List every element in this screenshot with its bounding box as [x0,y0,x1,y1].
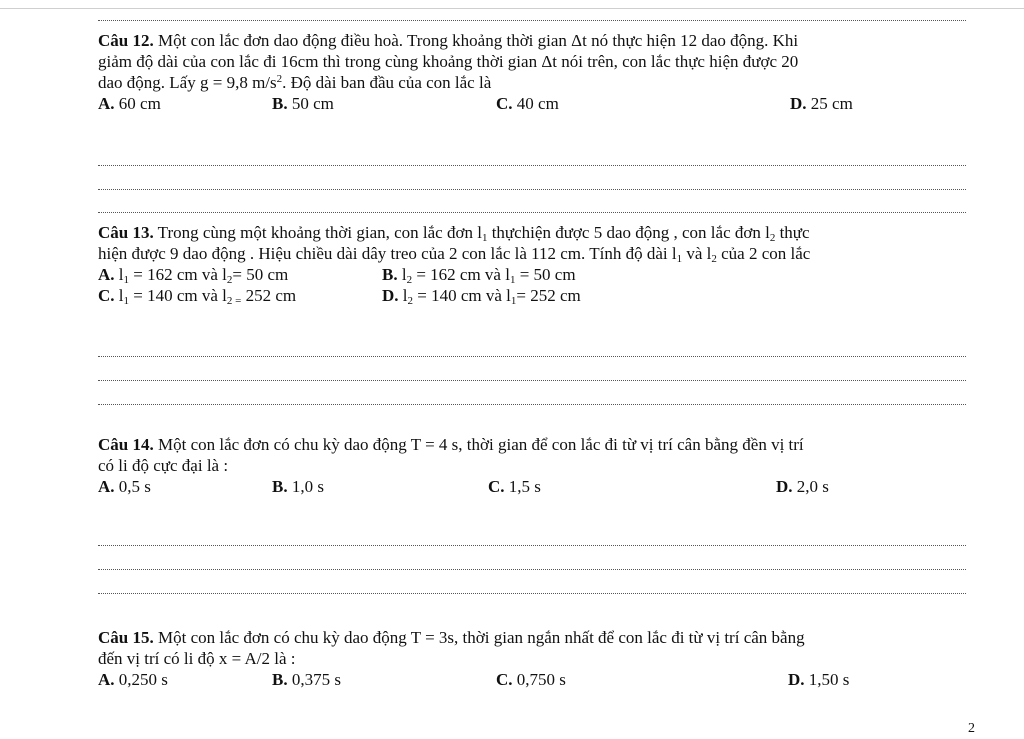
question-15-text-1: Một con lắc đơn có chu kỳ dao động T = 3s, thời gian ngắn nhất để con lắc đi từ vị trí cân bằng [153,628,805,647]
subscript: 1 [510,295,517,307]
answer-dotted-line [98,569,966,570]
option-letter: D. [382,286,399,305]
option-letter: A. [98,670,115,689]
question-13-text: thực [775,223,810,242]
option-text: = 140 cm và l [413,286,511,305]
question-13-options-row-1 [98,264,983,285]
question-13-text: của 2 con lắc [716,244,811,263]
option-letter: A. [98,477,115,496]
question-13-stem-line-2 [98,243,983,264]
page-number: 2 [968,721,975,736]
option-text: l [114,265,124,284]
option-c [496,669,566,690]
option-text: 60 cm [114,94,161,113]
option-text: 0,750 s [512,670,566,689]
option-b [272,476,324,497]
option-letter: D. [776,477,793,496]
option-letter: C. [496,670,513,689]
gravity-value: g = 9,8 m/s [199,73,277,92]
question-14 [98,434,983,497]
question-12-text-3a: dao động. Lấy [98,73,200,92]
question-14-stem-line-2 [98,455,983,476]
option-letter: A. [98,94,115,113]
option-letter: A. [98,265,115,284]
question-12 [98,30,983,114]
answer-dotted-line [98,212,966,213]
subscript: 1 [509,274,516,286]
option-text: = 140 cm và l [129,286,227,305]
question-15-heading: Câu 15. [98,628,154,647]
question-12-text-3b: . Độ dài ban đầu của con lắc là [282,73,492,92]
question-12-text-2: giảm độ dài của con lắc đi 16cm thì trong cùng khoảng thời gian Δt nói trên, con lắc thực hiện được 20 [98,52,799,71]
answer-dotted-line [98,356,966,357]
option-text: 1,0 s [287,477,324,496]
option-text: 1,50 s [804,670,850,689]
question-14-heading: Câu 14. [98,435,154,454]
option-c [488,476,541,497]
option-letter: B. [272,94,288,113]
option-text: = 162 cm và l [129,265,227,284]
question-15-stem-line-2 [98,648,983,669]
answer-dotted-line [98,404,966,405]
option-letter: B. [272,477,288,496]
option-b [382,264,576,285]
question-12-stem-line-1 [98,30,983,51]
answer-dotted-line [98,593,966,594]
option-d [382,285,581,306]
option-d [790,93,853,114]
question-12-stem-line-2 [98,51,983,72]
option-text: = 162 cm và l [412,265,510,284]
option-a [98,476,151,497]
option-b [272,93,334,114]
question-15-options [98,669,983,690]
question-13-options-row-2 [98,285,983,306]
option-a [98,669,168,690]
question-13-heading: Câu 13. [98,223,154,242]
option-letter: B. [272,670,288,689]
option-text: 0,5 s [114,477,151,496]
option-letter: C. [488,477,505,496]
subscript: 1 [676,253,683,265]
question-13-text: Trong cùng một khoảng thời gian, con lắc đơn l [153,223,482,242]
option-letter: D. [788,670,805,689]
answer-dotted-line [98,20,966,21]
option-text: l [398,286,408,305]
option-text: 0,375 s [287,670,341,689]
option-text: 1,5 s [504,477,541,496]
subscript: 1 [123,274,130,286]
option-text: 50 cm [287,94,334,113]
option-c [496,93,559,114]
question-12-text-1: Một con lắc đơn dao động điều hoà. Trong khoảng thời gian Δt nó thực hiện 12 dao động. Khi [157,31,799,50]
option-b [272,669,341,690]
question-13-stem-line-1 [98,222,983,243]
question-15-text-2: đến vị trí có li độ x = A/2 là : [98,649,296,668]
gravity-exponent: 2 [276,73,283,85]
question-15-stem-line-1 [98,627,983,648]
question-13 [98,222,983,306]
option-text: = 50 cm [232,265,289,284]
subscript: 2 [769,232,776,244]
question-13-text: và l [682,244,712,263]
option-text: l [114,286,124,305]
subscript: 1 [123,295,130,307]
subscript: 2 = [226,295,242,307]
option-letter: C. [496,94,513,113]
option-c [98,285,296,306]
option-a [98,264,288,285]
question-15 [98,627,983,690]
option-text: 2,0 s [792,477,829,496]
subscript: 2 [226,274,233,286]
page-top-border [0,8,1024,9]
subscript: 2 [711,253,717,265]
question-13-text: thựchiện được 5 dao động , con lắc đơn l [487,223,770,242]
option-letter: B. [382,265,398,284]
question-14-text-1: Một con lắc đơn có chu kỳ dao động T = 4 s, thời gian để con lắc đi từ vị trí cân bằng đền vị trí [153,435,804,454]
option-text: 40 cm [512,94,559,113]
subscript: 2 [407,295,414,307]
option-a [98,93,161,114]
answer-dotted-line [98,189,966,190]
option-text: 252 cm [241,286,297,305]
option-letter: D. [790,94,807,113]
answer-dotted-line [98,380,966,381]
option-text: 25 cm [806,94,853,113]
question-14-options [98,476,983,497]
option-d [776,476,829,497]
question-12-stem-line-3 [98,72,983,93]
option-text: l [397,265,407,284]
question-14-stem-line-1 [98,434,983,455]
question-14-text-2: có li độ cực đại là : [98,456,229,475]
answer-dotted-line [98,165,966,166]
option-d [788,669,849,690]
option-text: = 252 cm [516,286,581,305]
option-text: 0,250 s [114,670,168,689]
option-letter: C. [98,286,115,305]
question-13-text: hiện được 9 dao động . Hiệu chiều dài dây treo của 2 con lắc là 112 cm. Tính độ dài l [98,244,677,263]
subscript: 2 [406,274,413,286]
question-12-options [98,93,983,114]
option-text: = 50 cm [515,265,576,284]
question-12-heading: Câu 12. [98,31,154,50]
answer-dotted-line [98,545,966,546]
subscript: 1 [481,232,488,244]
